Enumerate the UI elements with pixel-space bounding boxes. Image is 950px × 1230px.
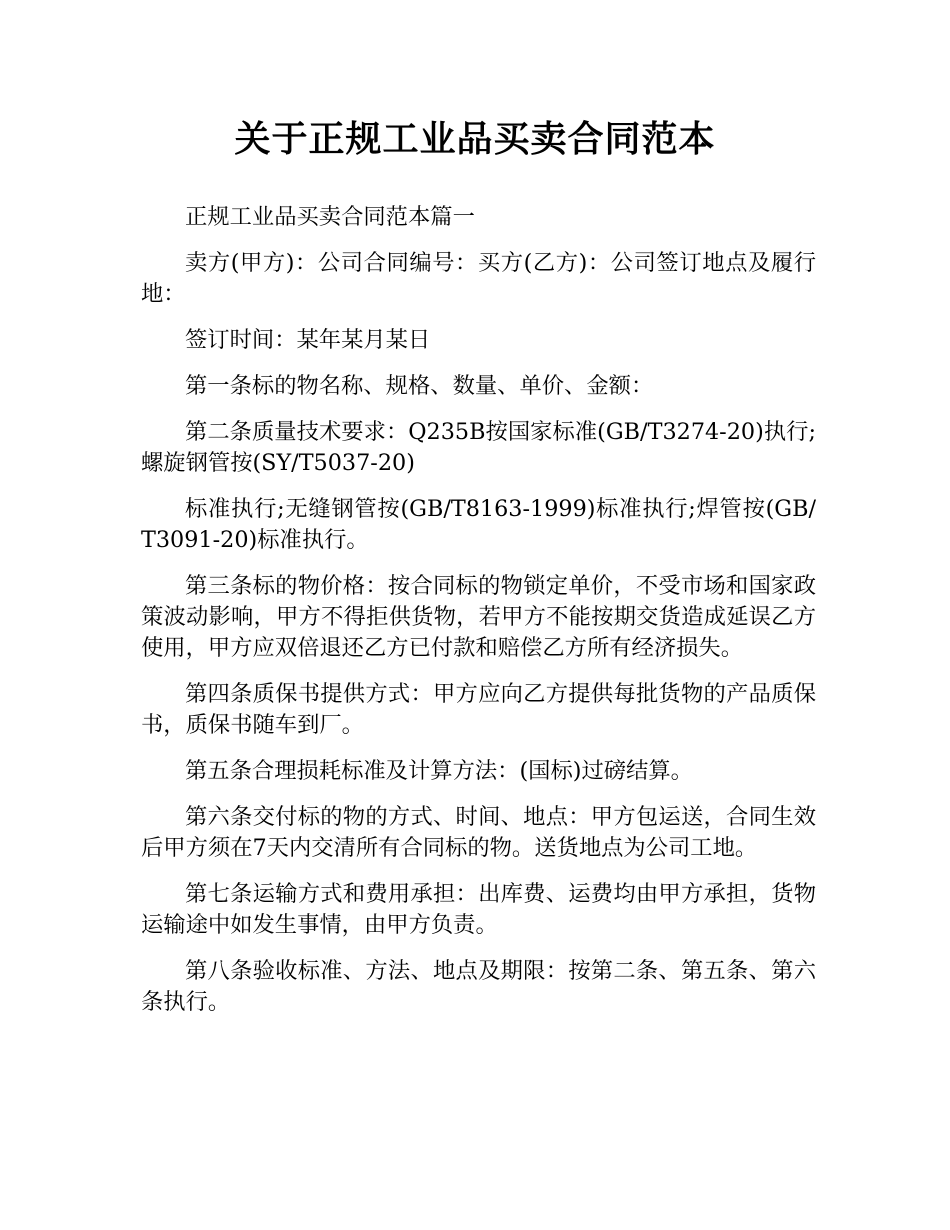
paragraph-article-6: 第六条交付标的物的方式、时间、地点：甲方包运送，合同生效后甲方须在7天内交清所有合同标的物。送货地点为公司工地。: [141, 804, 816, 861]
paragraph-article-7: 第七条运输方式和费用承担：出库费、运费均由甲方承担，货物运输途中如发生事情，由甲方负责。: [141, 881, 816, 938]
paragraph-article-2: 第二条质量技术要求：Q235B按国家标准(GB/T3274-20)执行;螺旋钢管按(SY/T5037-20): [141, 419, 816, 476]
paragraph-article-3: 第三条标的物价格：按合同标的物锁定单价，不受市场和国家政策波动影响，甲方不得拒供货物，若甲方不能按期交货造成延误乙方使用，甲方应双倍退还乙方已付款和赔偿乙方所有经济损失。: [141, 573, 816, 661]
paragraph-sign-date: 签订时间：某年某月某日: [185, 327, 431, 353]
document-title: 关于正规工业品买卖合同范本: [234, 119, 716, 160]
paragraph-article-5: 第五条合理损耗标准及计算方法：(国标)过磅结算。: [185, 758, 693, 784]
paragraph-article-4: 第四条质保书提供方式：甲方应向乙方提供每批货物的产品质保书，质保书随车到厂。: [141, 681, 816, 738]
paragraph-heading: 正规工业品买卖合同范本篇一: [185, 204, 475, 230]
document-body: [141, 202, 816, 1033]
paragraph-parties: 卖方(甲方)：公司合同编号：买方(乙方)：公司签订地点及履行地：: [141, 250, 816, 307]
paragraph-article-1: 第一条标的物名称、规格、数量、单价、金额：: [185, 373, 654, 399]
paragraph-article-8: 第八条验收标准、方法、地点及期限：按第二条、第五条、第六条执行。: [141, 958, 816, 1015]
paragraph-article-2-cont: 标准执行;无缝钢管按(GB/T8163-1999)标准执行;焊管按(GB/T3091-20)标准执行。: [141, 496, 816, 553]
